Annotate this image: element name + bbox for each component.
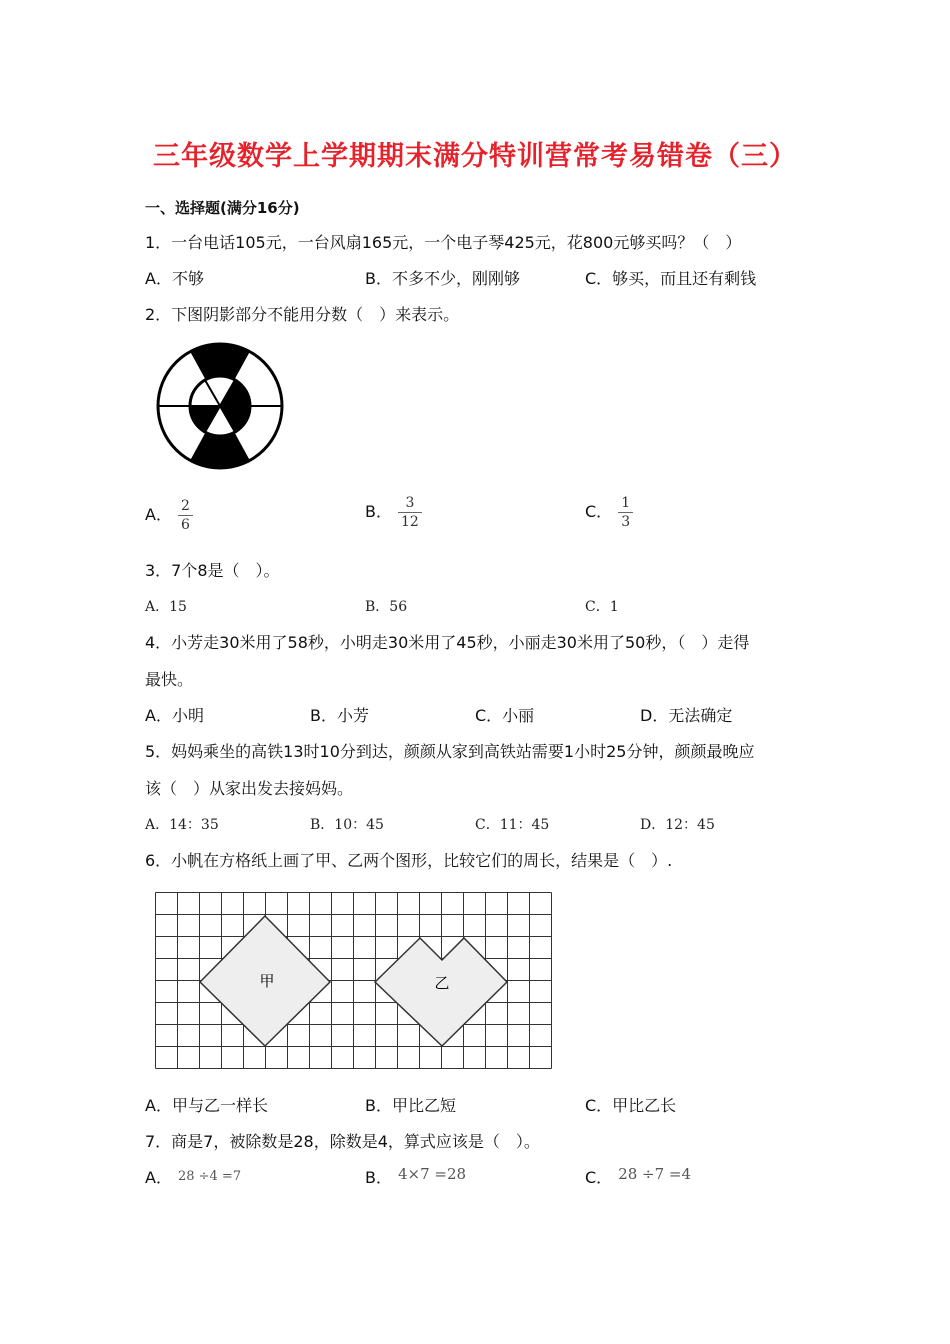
question-3-text: 3．7个8是（ ）。 [145, 561, 280, 580]
q7-option-a[interactable] [145, 1168, 241, 1190]
fraction-a [178, 497, 193, 534]
q6-option-b[interactable]: B．甲比乙短 [365, 1096, 456, 1115]
fraction-a-numerator: 2 [178, 497, 193, 516]
q4-option-b[interactable]: B．小芳 [310, 706, 369, 725]
q1-option-a[interactable]: A．不够 [145, 269, 204, 288]
fraction-c [618, 494, 633, 531]
q7-option-c[interactable] [585, 1165, 692, 1188]
q3-option-c[interactable]: C．1 [585, 599, 619, 615]
shape-yi-label: 乙 [434, 974, 450, 992]
q6-option-a[interactable]: A．甲与乙一样长 [145, 1096, 268, 1115]
q1-option-c[interactable]: C．够买，而且还有剩钱 [585, 269, 757, 288]
fraction-c-denominator: 3 [621, 514, 631, 530]
circle-figure [150, 340, 290, 470]
q5-option-a[interactable]: A．14：35 [145, 817, 219, 833]
page-title: 三年级数学上学期期末满分特训营常考易错卷（三） [153, 141, 797, 172]
fraction-b-numerator: 3 [398, 494, 422, 513]
q3-option-b[interactable]: B．56 [365, 599, 408, 615]
question-2-text: 2．下图阴影部分不能用分数（ ）来表示。 [145, 305, 460, 324]
q4-option-a[interactable]: A．小明 [145, 706, 204, 725]
question-6-text: 6．小帆在方格纸上画了甲、乙两个图形，比较它们的周长，结果是（ ）. [145, 851, 673, 870]
question-7-text: 7．商是7，被除数是28，除数是4，算式应该是（ ）。 [145, 1132, 540, 1151]
q7-option-b-label: B． [365, 1168, 392, 1187]
q7-option-c-expression: 28 ÷7 =4 [618, 1165, 692, 1183]
q6-option-c[interactable]: C．甲比乙长 [585, 1096, 677, 1115]
q7-option-b[interactable] [365, 1165, 467, 1188]
q2-option-a[interactable] [145, 497, 193, 534]
fraction-b [398, 494, 422, 531]
question-4-text-line1: 4．小芳走30米用了58秒，小明走30米用了45秒，小丽走30米用了50秒，（ ）走得 [145, 633, 750, 652]
grid-paper-figure [155, 892, 552, 1069]
q7-option-b-expression: 4×7 =28 [397, 1165, 467, 1183]
question-4-text-line2: 最快。 [145, 670, 194, 689]
question-5-text-line2: 该（ ）从家出发去接妈妈。 [145, 779, 354, 798]
section-heading: 一、选择题(满分16分) [145, 199, 300, 217]
question-5-text-line1: 5．妈妈乘坐的高铁13时10分到达，颜颜从家到高铁站需要1小时25分钟，颜颜最晚应 [145, 742, 755, 761]
q1-option-b[interactable]: B．不多不少，刚刚够 [365, 269, 520, 288]
q2-option-c[interactable] [585, 494, 633, 531]
q2-option-a-label: A． [145, 505, 172, 524]
q5-option-b[interactable]: B．10：45 [310, 817, 384, 833]
q2-option-b-label: B． [365, 502, 392, 521]
shape-jia-label: 甲 [259, 972, 275, 990]
q4-option-c[interactable]: C．小丽 [475, 706, 535, 725]
q2-option-c-label: C． [585, 502, 613, 521]
q7-option-c-label: C． [585, 1168, 613, 1187]
fraction-b-denominator: 12 [400, 514, 419, 530]
q7-option-a-expression: 28 ÷4 =7 [177, 1169, 242, 1184]
fraction-c-numerator: 1 [618, 494, 633, 513]
q3-option-a[interactable]: A．15 [145, 599, 187, 615]
q7-option-a-label: A． [145, 1168, 172, 1187]
question-1-text: 1．一台电话105元，一台风扇165元，一个电子琴425元，花800元够买吗？（ ） [145, 233, 742, 252]
q2-option-b[interactable] [365, 494, 422, 531]
q5-option-d[interactable]: D．12：45 [640, 817, 715, 833]
q5-option-c[interactable]: C．11：45 [475, 817, 550, 833]
q4-option-d[interactable]: D．无法确定 [640, 706, 733, 725]
fraction-a-denominator: 6 [180, 517, 190, 533]
